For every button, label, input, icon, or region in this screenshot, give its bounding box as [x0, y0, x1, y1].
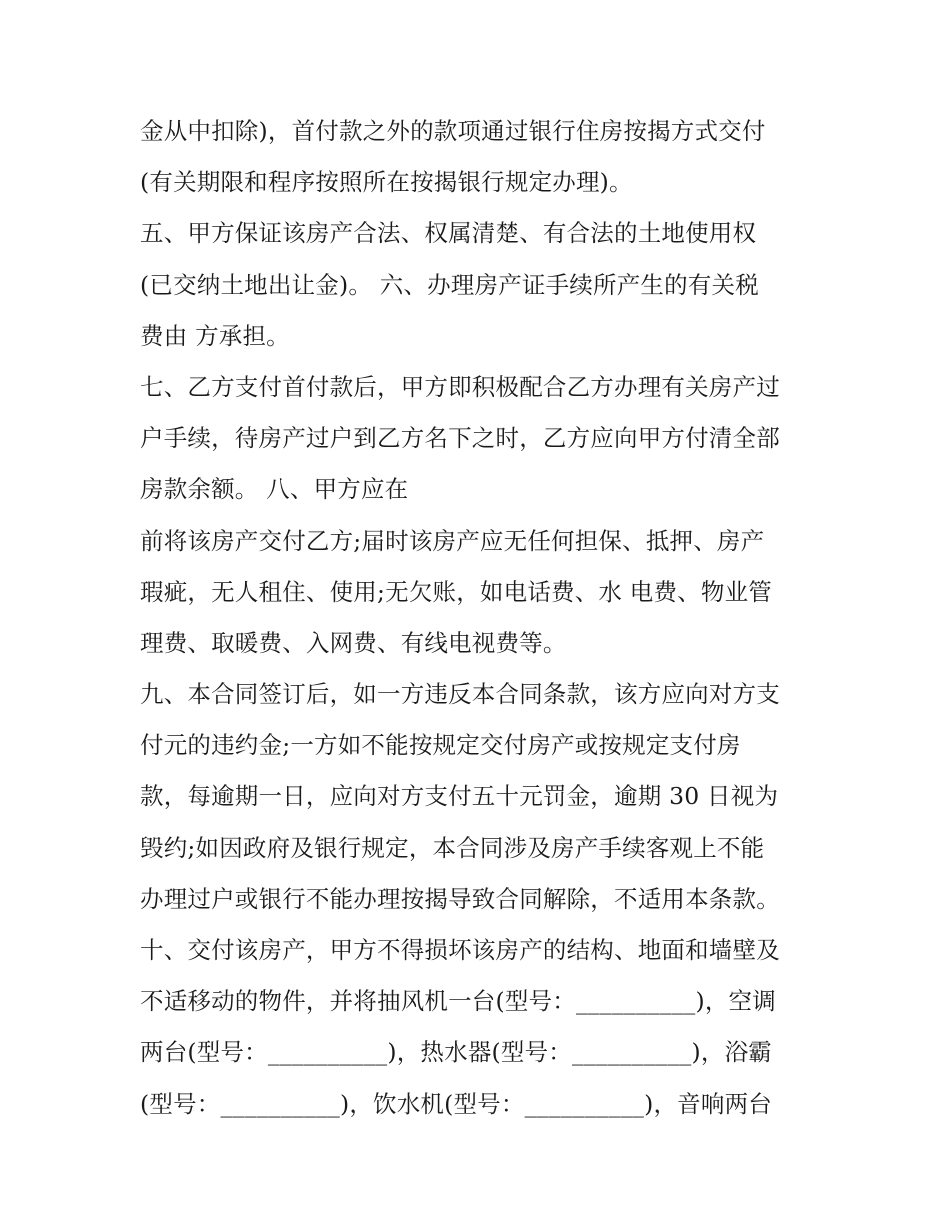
contract-text-body	[140, 106, 820, 1130]
text-line: 户手续，待房产过户到乙方名下之时，乙方应向甲方付清全部	[140, 424, 780, 453]
text-line: 前将该房产交付乙方;届时该房产应无任何担保、抵押、房产	[140, 526, 765, 555]
clause-9-line: 九、本合同签订后，如一方违反本合同条款，该方应向对方支	[140, 680, 780, 709]
text-line: (型号：__________)，饮水机(型号：__________)，音响两台	[140, 1089, 772, 1118]
text-line: 毁约;如因政府及银行规定，本合同涉及房产手续客观上不能	[140, 833, 765, 862]
text-line: (有关期限和程序按照所在按揭银行规定办理)。	[140, 168, 633, 197]
text-line: 办理过户或银行不能办理按揭导致合同解除，不适用本条款。	[140, 884, 780, 913]
text-line: 两台(型号：__________)，热水器(型号：__________)，浴霸	[140, 1038, 772, 1067]
text-line: 付元的违约金;一方如不能按规定交付房产或按规定支付房	[140, 731, 741, 760]
text-line: 瑕疵，无人租住、使用;无欠账，如电话费、水 电费、物业管	[140, 577, 772, 606]
text-line: 金从中扣除)，首付款之外的款项通过银行住房按揭方式交付	[140, 117, 766, 145]
text-line: (已交纳土地出让金)。 六、办理房产证手续所产生的有关税	[140, 270, 759, 299]
clause-10-line: 十、交付该房产，甲方不得损坏该房产的结构、地面和墙壁及	[140, 936, 780, 964]
text-line: 房款余额。 八、甲方应在	[140, 475, 409, 504]
text-line: 理费、取暖费、入网费、有线电视费等。	[140, 628, 567, 657]
clause-5-line: 五、甲方保证该房产合法、权属清楚、有合法的土地使用权	[140, 219, 757, 248]
text-line: 不适移动的物件，并将抽风机一台(型号：__________)，空调	[140, 987, 776, 1016]
text-line: 款，每逾期一日，应向对方支付五十元罚金，逾期 30 日视为	[140, 782, 779, 811]
text-line: 费由 方承担。	[140, 321, 290, 350]
clause-7-line: 七、乙方支付首付款后，甲方即积极配合乙方办理有关房产过	[140, 372, 780, 401]
